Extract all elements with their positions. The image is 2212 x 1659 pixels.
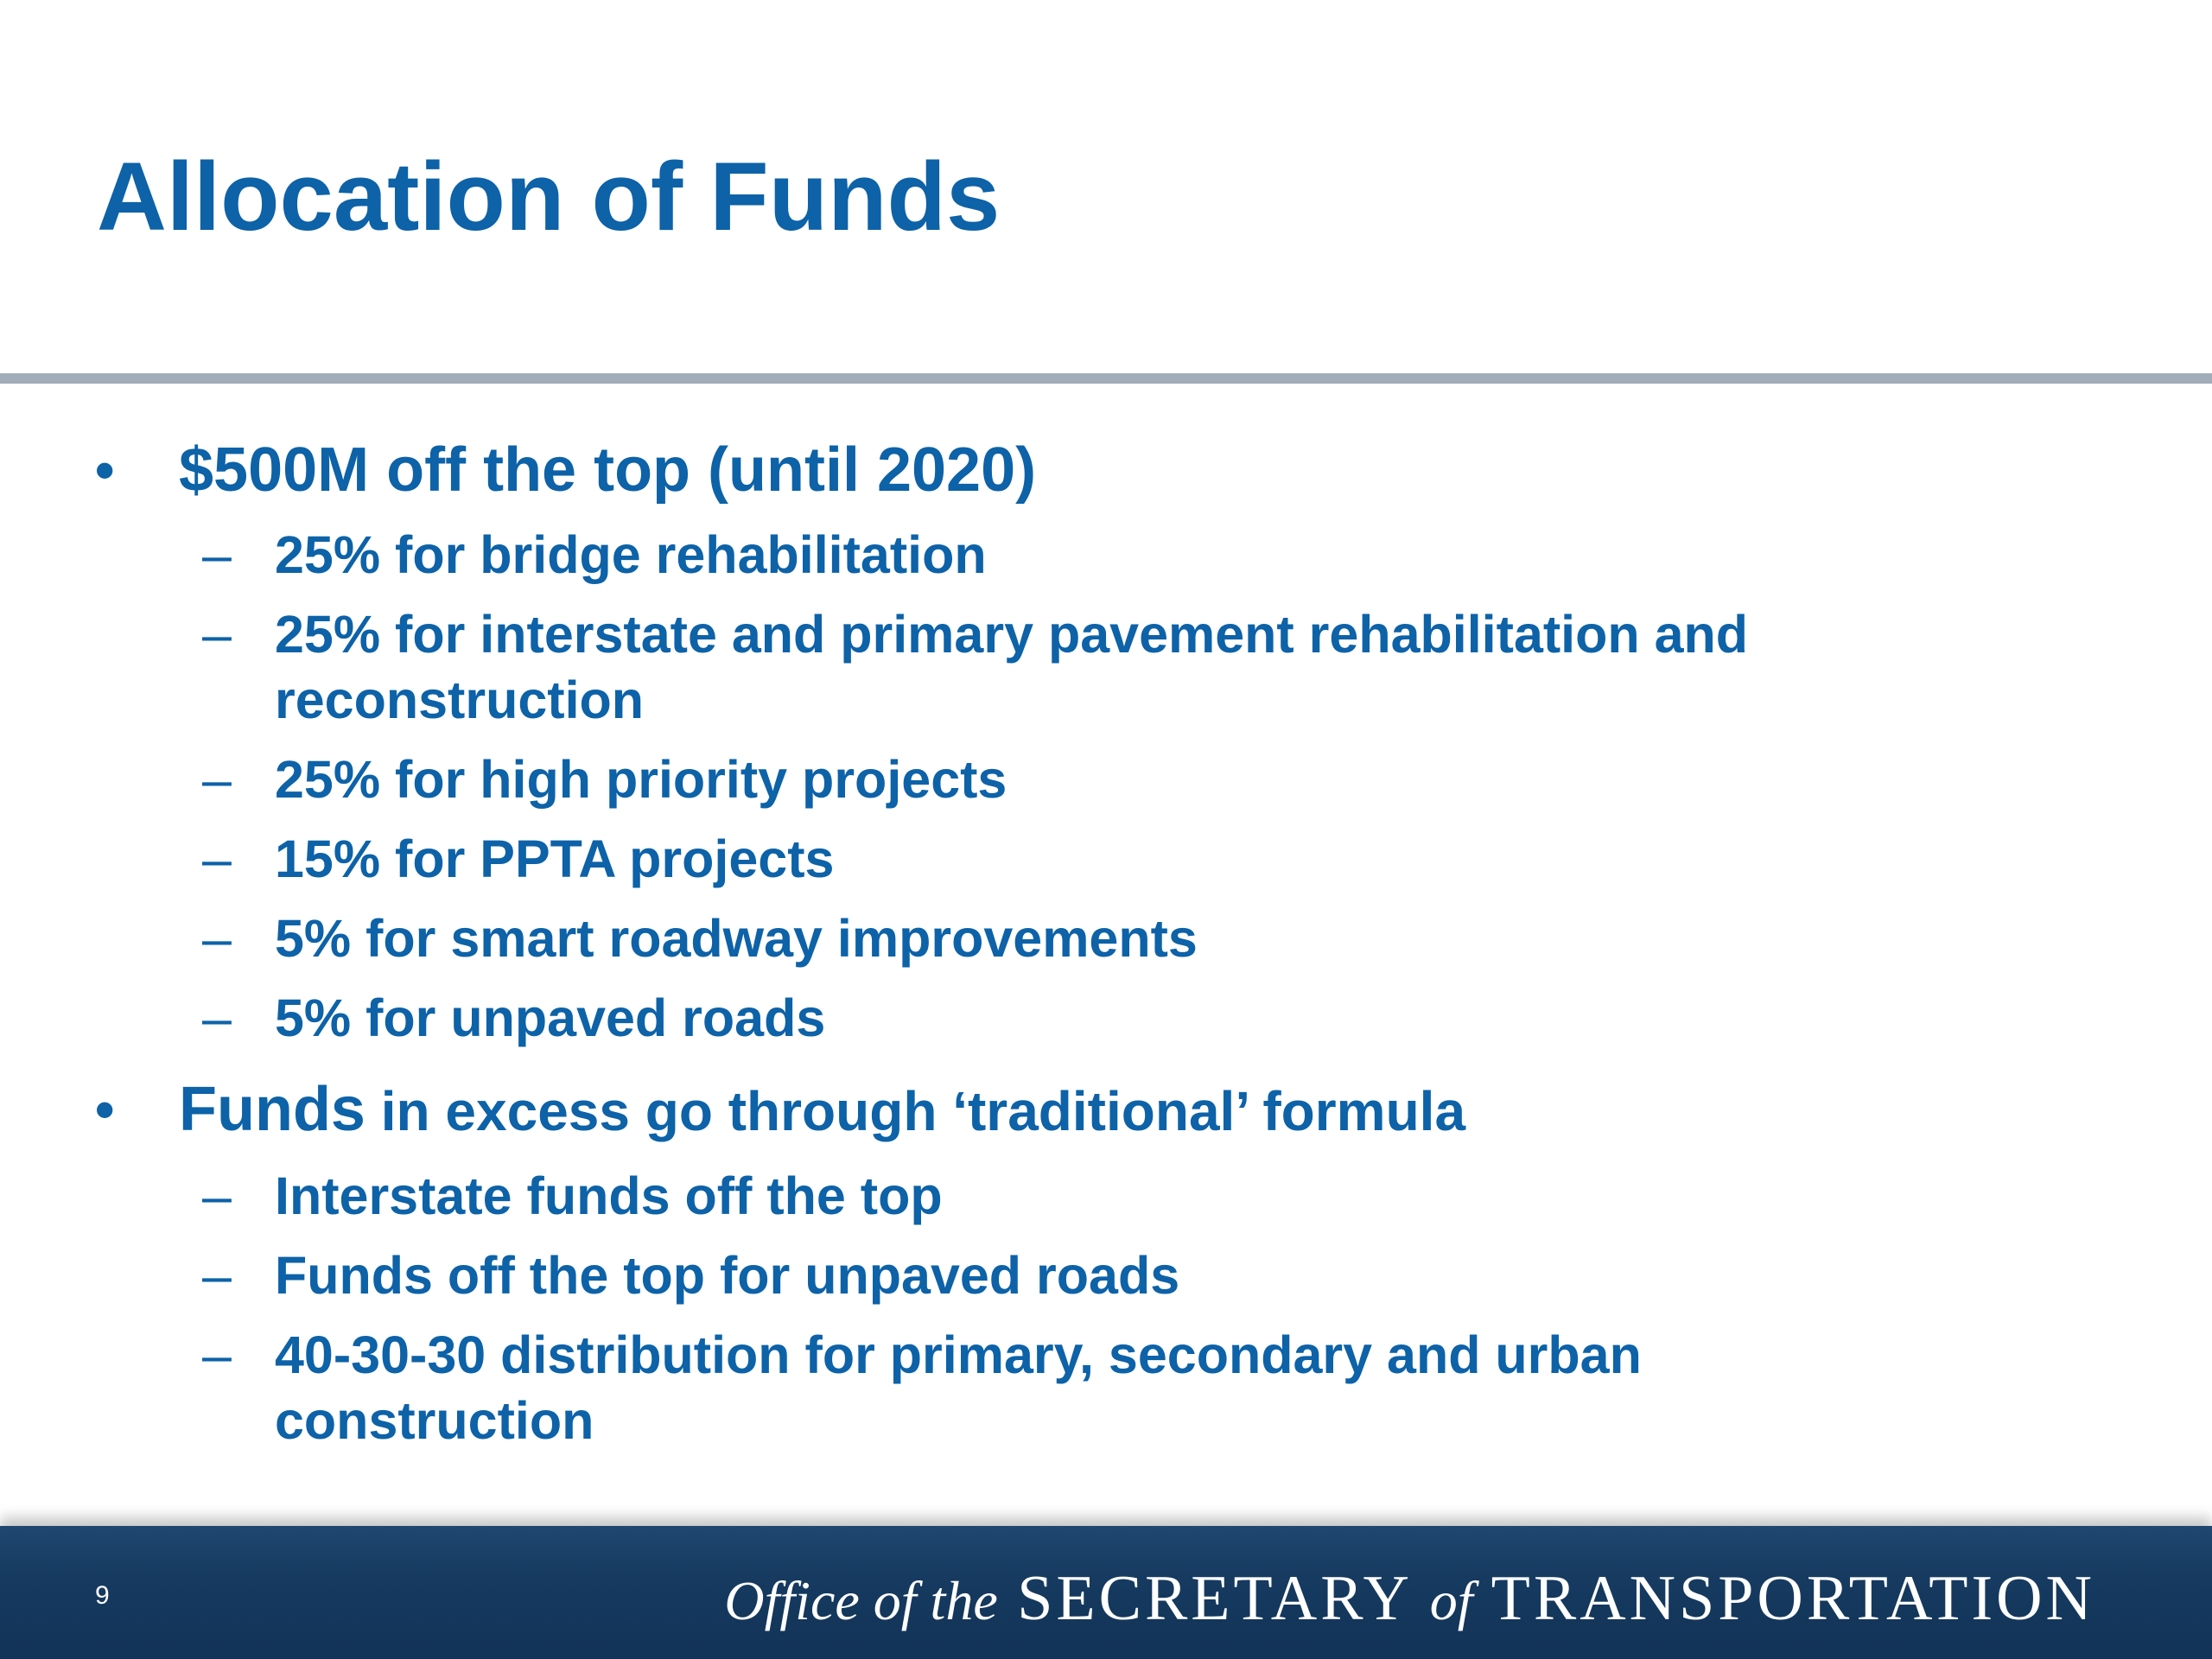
sub-bullet-text: 25% for interstate and primary pavement rehabilitation and reconstruction [275, 605, 1749, 729]
dash-marker: – [202, 909, 232, 968]
sub-bullet [0, 1243, 1916, 1308]
sub-bullet-text: Interstate funds off the top [275, 1166, 943, 1225]
dash-marker: – [202, 988, 232, 1047]
bullet-text: in excess go through ‘traditional’ formula [365, 1080, 1466, 1142]
org-name-part: TRANSPORTATION [1472, 1563, 2095, 1634]
org-name-part: Office of the [724, 1570, 998, 1631]
slide-title: Allocation of Funds [97, 143, 1001, 251]
sub-bullet [0, 826, 1916, 892]
bullet-lead-text: Funds [179, 1075, 365, 1144]
organization-logo [724, 1555, 2095, 1659]
sub-bullet-text: 5% for smart roadway improvements [275, 909, 1198, 968]
sub-bullet-text: Funds off the top for unpaved roads [275, 1246, 1180, 1305]
sub-bullet [0, 906, 1916, 971]
title-divider [0, 373, 2212, 384]
dash-marker: – [202, 1246, 232, 1305]
slide-content [0, 432, 2212, 1453]
bullet-marker: • [95, 439, 115, 501]
bullet-text: $500M off the top (until 2020) [179, 435, 1037, 505]
sub-bullet-text: 40-30-30 distribution for primary, secondary and urban construction [275, 1325, 1642, 1450]
dash-marker: – [202, 525, 232, 584]
bullet-excess-funds [0, 1071, 1993, 1149]
sub-bullet [0, 522, 1916, 588]
sub-bullet [0, 601, 1916, 733]
dash-marker: – [202, 750, 232, 809]
org-name-part: of [1429, 1570, 1473, 1631]
sub-bullet-text: 15% for PPTA projects [275, 830, 835, 888]
org-name-part: SECRETARY [997, 1563, 1430, 1634]
bullet-marker: • [95, 1078, 115, 1141]
dash-marker: – [202, 1166, 232, 1225]
dash-marker: – [202, 605, 232, 664]
sub-bullet [0, 985, 1916, 1051]
sub-bullet [0, 747, 1916, 812]
page-number: 9 [95, 1581, 110, 1610]
dash-marker: – [202, 1325, 232, 1384]
sub-bullet-text: 25% for high priority projects [275, 750, 1007, 809]
dash-marker: – [202, 830, 232, 888]
sub-bullet-text: 25% for bridge rehabilitation [275, 525, 987, 584]
sub-bullet [0, 1322, 1916, 1453]
sub-bullet [0, 1163, 1916, 1229]
sub-bullet-text: 5% for unpaved roads [275, 988, 826, 1047]
bullet-top-funds [0, 432, 1993, 508]
